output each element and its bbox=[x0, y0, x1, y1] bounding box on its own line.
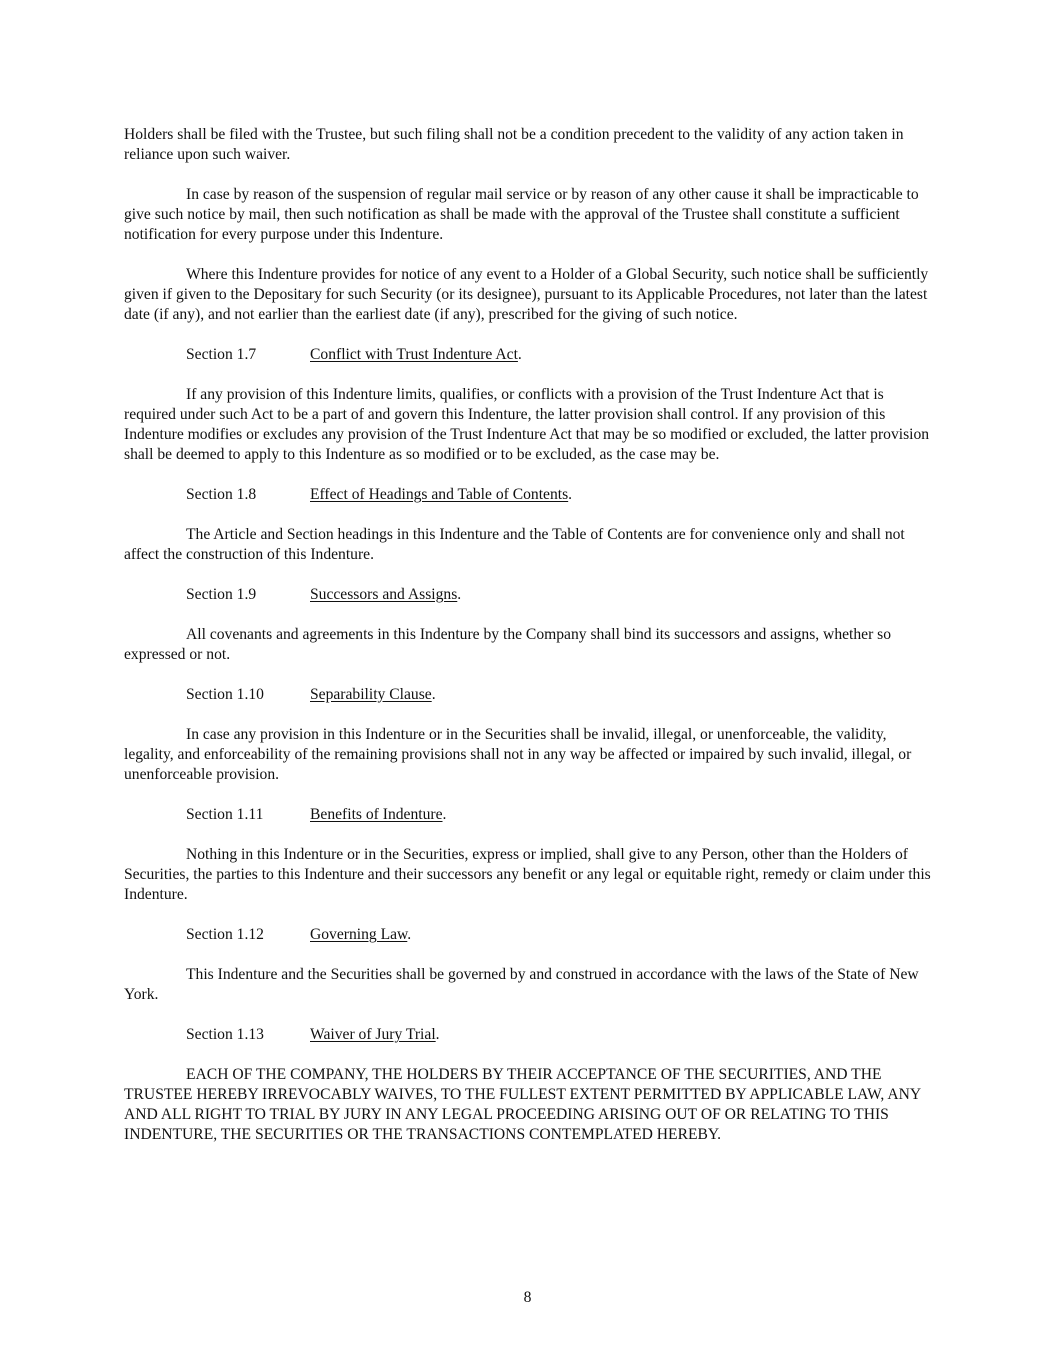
section-heading-1-8 bbox=[186, 485, 932, 505]
section-title: Conflict with Trust Indenture Act bbox=[310, 346, 518, 363]
paragraph-successors: All covenants and agreements in this Indenture by the Company shall bind its successors and assigns, whether so expressed or not. bbox=[124, 626, 892, 663]
paragraph-jury-waiver: EACH OF THE COMPANY, THE HOLDERS BY THEIR ACCEPTANCE OF THE SECURITIES, AND THE TRUSTEE HEREBY IRREVOCABLY WAIVES, TO THE FULLEST EXTENT PERMITTED BY APPLICABLE LAW, ANY AND ALL RIGHT TO TRIAL BY JURY IN ANY LEGAL PROCEEDING ARISING OUT OF OR RELATING TO THIS INDENTURE, THE SECURITIES OR THE TRANSACTIONS CONTEMPLATED HEREBY. bbox=[124, 1066, 921, 1143]
section-title-period: . bbox=[457, 586, 462, 603]
section-heading-1-13 bbox=[186, 1025, 932, 1045]
section-number: Section 1.13 bbox=[186, 1026, 264, 1043]
paragraph-headings-effect: The Article and Section headings in this Indenture and the Table of Contents are for convenience only and shall not affect the construction of this Indenture. bbox=[124, 526, 905, 563]
paragraph-governing-law: This Indenture and the Securities shall be governed by and construed in accordance with the laws of the State of New York. bbox=[124, 966, 919, 1003]
paragraph-benefits: Nothing in this Indenture or in the Securities, express or implied, shall give to any Person, other than the Holders of Securities, the parties to this Indenture and their successors any benefit or any legal or equitable right, remedy or claim under this Indenture. bbox=[124, 846, 931, 903]
section-heading-1-9 bbox=[186, 585, 932, 605]
paragraph-separability: In case any provision in this Indenture or in the Securities shall be invalid, illegal, or unenforceable, the validity, legality, and enforceability of the remaining provisions shall not in any way be affected or impaired by such invalid, illegal, or unenforceable provision. bbox=[124, 726, 912, 783]
section-title-period: . bbox=[517, 346, 522, 363]
section-heading-1-10 bbox=[186, 685, 932, 705]
section-title: Effect of Headings and Table of Contents bbox=[310, 486, 569, 503]
section-title: Waiver of Jury Trial bbox=[310, 1026, 436, 1043]
section-heading-1-12 bbox=[186, 925, 932, 945]
section-title-period: . bbox=[442, 806, 447, 823]
section-title: Governing Law bbox=[310, 926, 408, 943]
section-number: Section 1.9 bbox=[186, 586, 257, 603]
document-body bbox=[124, 125, 932, 1165]
section-heading-1-11 bbox=[186, 805, 932, 825]
paragraph-mail-suspension: In case by reason of the suspension of regular mail service or by reason of any other cause it shall be impracticable to give such notice by mail, then such notification as shall be made with the approval of the Trustee shall constitute a sufficient notification for every purpose under this Indenture. bbox=[124, 186, 919, 243]
section-title-period: . bbox=[431, 686, 436, 703]
section-title: Benefits of Indenture bbox=[310, 806, 443, 823]
section-number: Section 1.7 bbox=[186, 346, 257, 363]
section-title: Separability Clause bbox=[310, 686, 432, 703]
section-number: Section 1.8 bbox=[186, 486, 257, 503]
section-number: Section 1.12 bbox=[186, 926, 264, 943]
section-number: Section 1.10 bbox=[186, 686, 264, 703]
section-title-period: . bbox=[407, 926, 412, 943]
paragraph-waiver-filing: Holders shall be filed with the Trustee, but such filing shall not be a condition precedent to the validity of any action taken in reliance upon such waiver. bbox=[124, 126, 904, 163]
section-title: Successors and Assigns bbox=[310, 586, 458, 603]
section-title-period: . bbox=[435, 1026, 440, 1043]
page-number: 8 bbox=[523, 1289, 532, 1306]
paragraph-trust-indenture-act: If any provision of this Indenture limits, qualifies, or conflicts with a provision of the Trust Indenture Act that is required under such Act to be a part of and govern this Indenture, the latter provision shall control. If any provision of this Indenture modifies or excludes any provision of the Trust Indenture Act that may be so modified or excluded, the latter provision shall be deemed to apply to this Indenture as so modified or to be excluded, as the case may be. bbox=[124, 386, 930, 463]
section-number: Section 1.11 bbox=[186, 806, 264, 823]
section-heading-1-7 bbox=[186, 345, 932, 365]
section-title-period: . bbox=[568, 486, 573, 503]
paragraph-global-security-notice: Where this Indenture provides for notice of any event to a Holder of a Global Security, such notice shall be sufficiently given if given to the Depositary for such Security (or its designee), pursuant to its Applicable Procedures, not later than the latest date (if any), and not earlier than the earliest date (if any), prescribed for the giving of such notice. bbox=[124, 266, 929, 323]
